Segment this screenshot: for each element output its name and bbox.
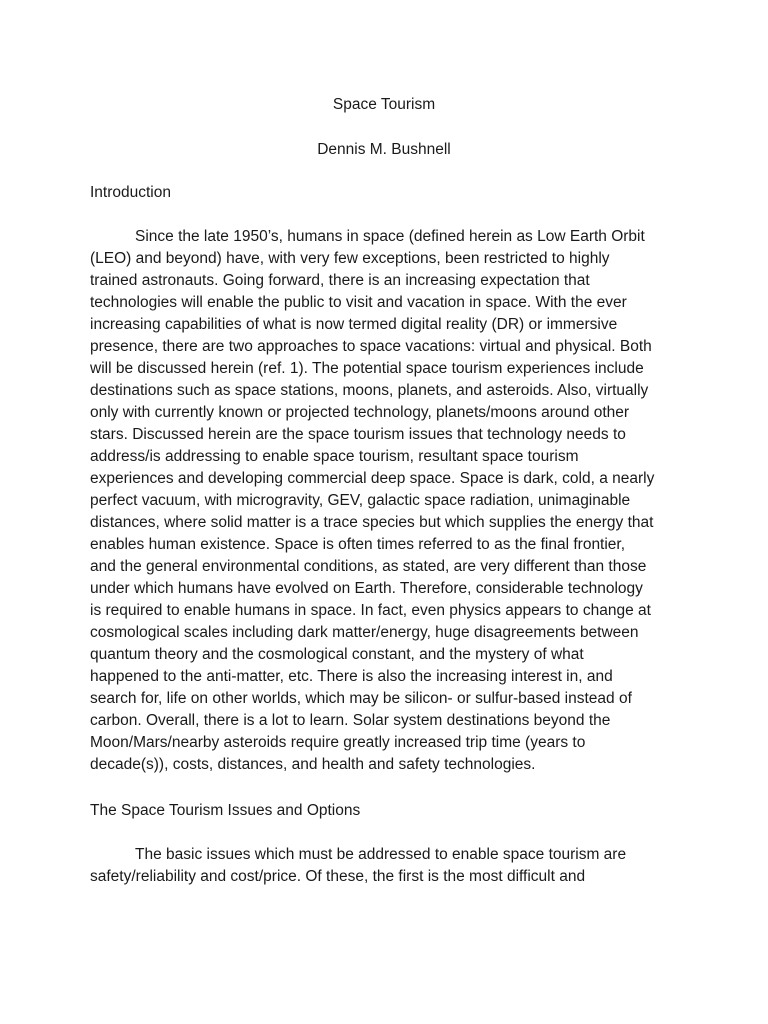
paragraph-line: under which humans have evolved on Earth. Therefore, considerable technology [90,580,643,597]
paragraph-line: trained astronauts. Going forward, there is an increasing expectation that [90,272,590,289]
paragraph-line: Since the late 1950’s, humans in space (defined herein as Low Earth Orbit [135,228,645,245]
document-author: Dennis M. Bushnell [317,141,451,158]
paragraph-line: address/is addressing to enable space tourism, resultant space tourism [90,448,579,465]
issues-paragraph [90,844,690,888]
paragraph-line: only with currently known or projected technology, planets/moons around other [90,404,630,421]
paragraph-line: The basic issues which must be addressed to enable space tourism are [135,846,627,863]
paragraph-line: distances, where solid matter is a trace species but which supplies the energy that [90,514,654,531]
document-title: Space Tourism [332,96,436,113]
paragraph-line: is required to enable humans in space. In fact, even physics appears to change at [90,602,651,619]
paragraph-line: search for, life on other worlds, which may be silicon- or sulfur-based instead of [90,690,632,707]
paragraph-line: cosmological scales including dark matter/energy, huge disagreements between [90,624,639,641]
paragraph-line: technologies will enable the public to visit and vacation in space. With the ever [90,294,627,311]
paragraph-line: (LEO) and beyond) have, with very few exceptions, been restricted to highly [90,250,610,267]
introduction-paragraph [90,226,690,776]
paragraph-line: stars. Discussed herein are the space tourism issues that technology needs to [90,426,626,443]
paragraph-line: decade(s)), costs, distances, and health and safety technologies. [90,756,536,773]
paragraph-line: perfect vacuum, with microgravity, GEV, galactic space radiation, unimaginable [90,492,631,509]
section-heading-issues-options: The Space Tourism Issues and Options [90,802,361,819]
paragraph-line: Moon/Mars/nearby asteroids require greatly increased trip time (years to [90,734,586,751]
paragraph-line: quantum theory and the cosmological constant, and the mystery of what [90,646,584,663]
paragraph-line: and the general environmental conditions, as stated, are very different than those [90,558,647,575]
paragraph-line: will be discussed herein (ref. 1). The potential space tourism experiences include [90,360,644,377]
paragraph-line: happened to the anti-matter, etc. There is also the increasing interest in, and [90,668,613,685]
section-heading-introduction: Introduction [90,184,171,201]
paragraph-line: carbon. Overall, there is a lot to learn. Solar system destinations beyond the [90,712,611,729]
paragraph-line: experiences and developing commercial deep space. Space is dark, cold, a nearly [90,470,655,487]
paragraph-line: enables human existence. Space is often times referred to as the final frontier, [90,536,626,553]
paragraph-line: increasing capabilities of what is now termed digital reality (DR) or immersive [90,316,618,333]
paragraph-line: safety/reliability and cost/price. Of these, the first is the most difficult and [90,868,586,885]
paragraph-line: destinations such as space stations, moons, planets, and asteroids. Also, virtually [90,382,649,399]
paragraph-line: presence, there are two approaches to space vacations: virtual and physical. Both [90,338,652,355]
